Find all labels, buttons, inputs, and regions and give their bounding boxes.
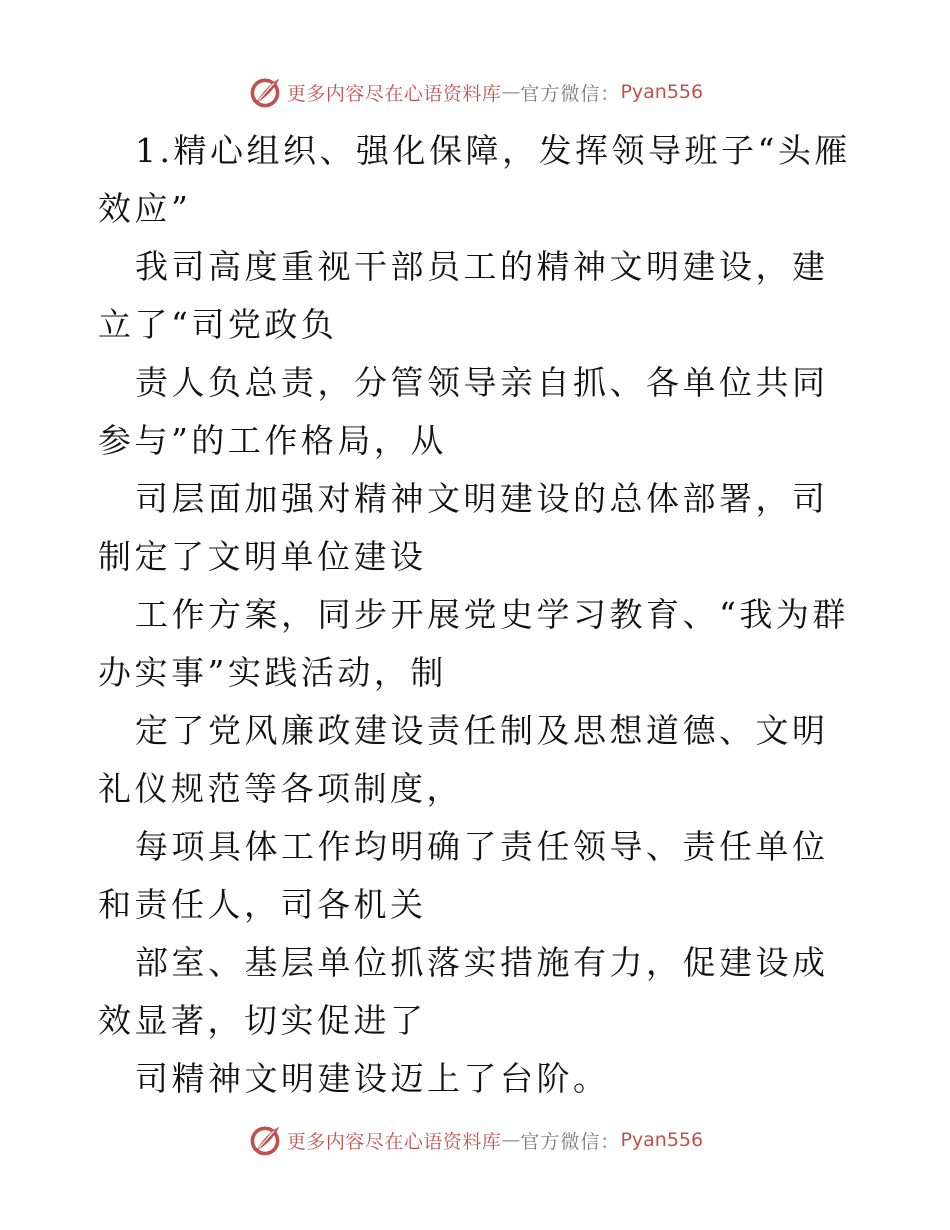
document-body <box>98 122 854 1108</box>
watermark-text: 更多内容尽在心语资料库 <box>286 1130 502 1153</box>
paragraph: 工作方案，同步开展党史学习教育、“我为群办实事”实践活动，制 <box>98 595 849 692</box>
paragraph: 我司高度重视干部员工的精神文明建设，建立了“司党政负 <box>98 247 829 344</box>
header-watermark <box>0 72 950 112</box>
paragraph: 每项具体工作均明确了责任领导、责任单位和责任人，司各机关 <box>98 827 829 924</box>
paragraph: 部室、基层单位抓落实措施有力，促建设成效显著，切实促进了 <box>98 943 829 1040</box>
watermark-dash: — <box>501 1129 521 1151</box>
watermark-wechat-id: Pyan556 <box>620 1129 704 1151</box>
footer-watermark <box>0 1120 950 1160</box>
paragraph: 司层面加强对精神文明建设的总体部署，司制定了文明单位建设 <box>98 479 829 576</box>
paragraph: 责人负总责，分管领导亲自抓、各单位共同参与”的工作格局，从 <box>98 363 829 460</box>
feather-quill-icon <box>247 74 283 110</box>
paragraph: 司精神文明建设迈上了台阶。 <box>135 1059 610 1098</box>
watermark-label: 官方微信： <box>520 82 621 105</box>
paragraph-heading: 1.精心组织、强化保障，发挥领导班子“头雁效应” <box>98 131 851 228</box>
watermark-label: 官方微信： <box>520 1130 621 1153</box>
watermark-wechat-id: Pyan556 <box>620 81 704 103</box>
paragraph: 定了党风廉政建设责任制及思想道德、文明礼仪规范等各项制度， <box>98 711 829 808</box>
watermark-dash: — <box>501 81 521 103</box>
feather-quill-icon <box>247 1122 283 1158</box>
watermark-text: 更多内容尽在心语资料库 <box>286 82 502 105</box>
